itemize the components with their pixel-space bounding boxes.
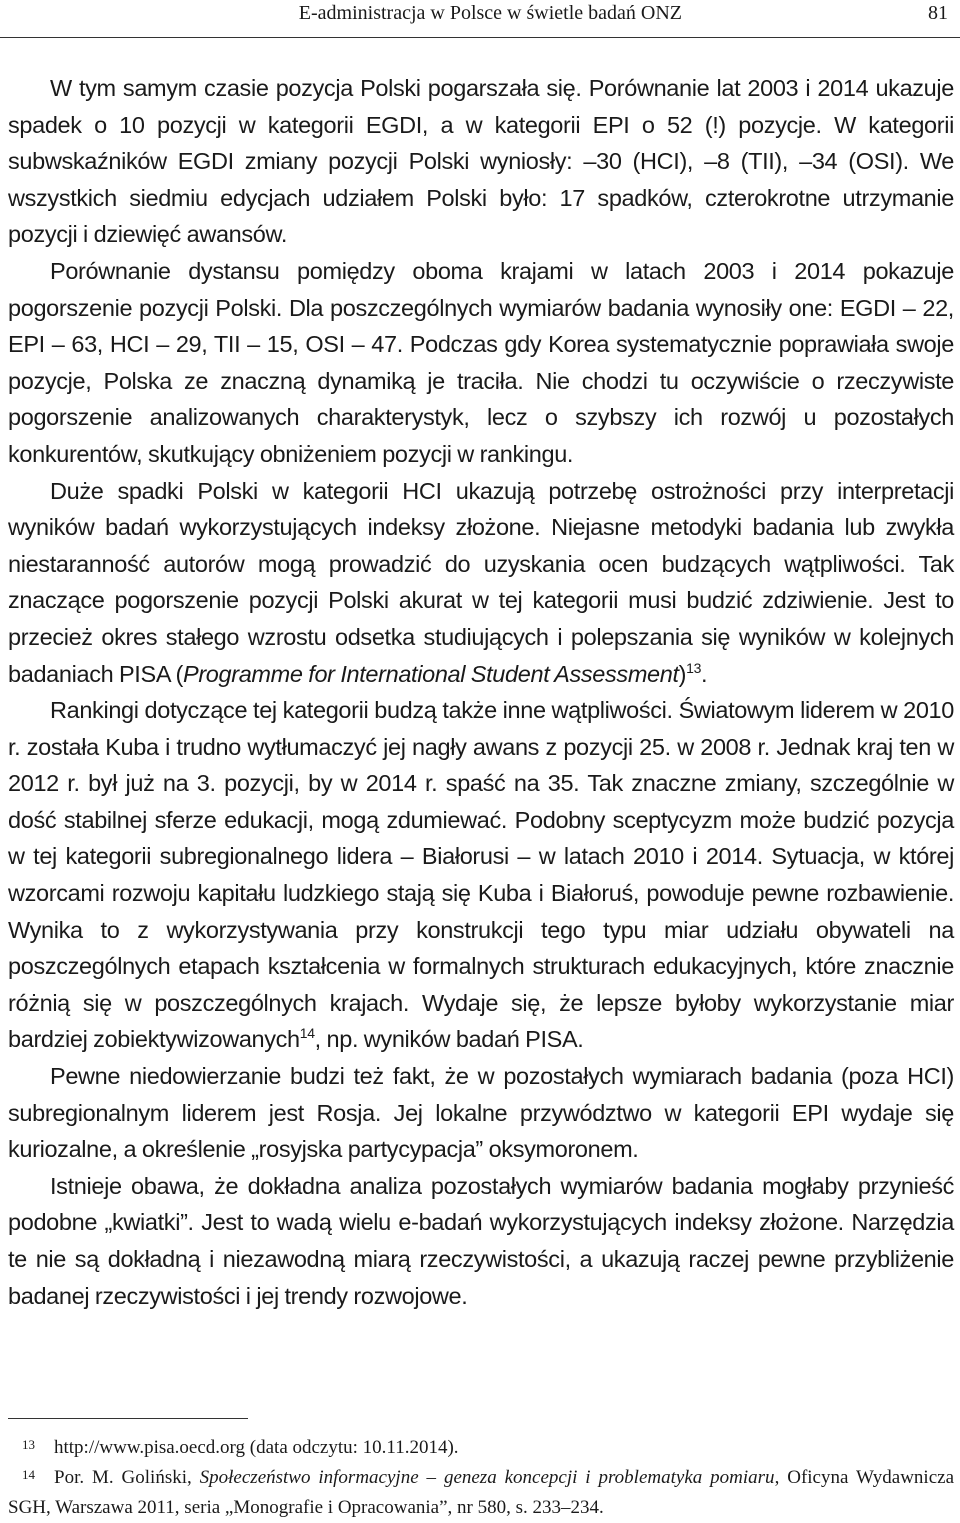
- paragraph-3: [8, 473, 954, 693]
- footnote-number: 13: [22, 1437, 35, 1452]
- main-text: [8, 70, 954, 1314]
- paragraph-3-end: .: [701, 660, 708, 687]
- paragraph-2: Porównanie dystansu pomiędzy oboma krajami w latach 2003 i 2014 pokazuje pogorszenie pozycji Polski. Dla poszczególnych wymiarów badania wynosiły one: EGDI – 22, EPI – 63, HCI – 29, TII – 15, OSI – 47. Podczas gdy Korea systematycznie poprawiała swoje pozycje, Polska ze znaczną dynamiką je traciła. Nie chodzi tu oczywiście o rzeczywiste pogorszenie analizowanych charakterystyk, lecz o szybszy ich rozwój u pozostałych konkurentów, skutkujący obniżeniem pozycji w rankingu.: [8, 257, 954, 467]
- paragraph-3-text: Duże spadki Polski w kategorii HCI ukazują potrzebę ostrożności przy interpretacji wyników badań wykorzystujących indeksy złożone. Niejasne metodyki badania lub zwykła niestaranność autorów mogą prowadzić do uzyskania ocen budzących wątpliwości. Tak znaczące pogorszenie pozycji Polski akurat w tej kategorii musi budzić zdziwienie. Jest to przecież okres stałego wzrostu odsetka studiujących i polepszania się wyników w kolejnych badaniach PISA (: [8, 477, 954, 687]
- cited-book-title: Społeczeństwo informacyjne – geneza koncepcji i problematyka pomiaru: [199, 1467, 775, 1488]
- paragraph-4-end: , np. wyników badań PISA.: [314, 1026, 584, 1053]
- paragraph-4: [8, 692, 954, 1058]
- footnote-text: Por. M. Goliński,: [54, 1467, 200, 1488]
- running-header: [0, 0, 960, 32]
- footnote-ref-13[interactable]: 13: [686, 659, 702, 676]
- paragraph-4-text: Rankingi dotyczące tej kategorii budzą także inne wątpliwości. Światowym liderem w 2010 r. została Kuba i trudno wytłumaczyć jej nagły awans z pozycji 25. w 2008 r. Jednak kraj ten w 2012 r. był już na 3. pozycji, by w 2014 r. spaść na 35. Tak znaczne zmiany, szczególnie w dość stabilnej sferze edukacji, mogą zdumiewać. Podobny sceptycyzm może budzić pozycja w tej kategorii subregionalnego lidera – Białorusi – w latach 2010 i 2014. Sytuacja, w której wzorcami rozwoju kapitału ludzkiego stają się Kuba i Białoruś, powoduje pewne rozbawienie. Wynika to z wykorzystywania przy konstrukcji tego typu miar udziału obywateli na poszczególnych etapach kształcenia w formalnych strukturach edukacyjnych, które znacznie różnią się w poszczególnych krajach. Wydaje się, że lepsze byłoby wykorzystanie miar bardziej zobiektywizowanych: [8, 697, 954, 1053]
- footnote-divider: [8, 1418, 248, 1419]
- footnote-ref-14[interactable]: 14: [299, 1025, 315, 1042]
- footnote-number: 14: [22, 1467, 35, 1482]
- paragraph-1: W tym samym czasie pozycja Polski pogarszała się. Porównanie lat 2003 i 2014 ukazuje spadek o 10 pozycji w kategorii EGDI, a w kategorii EPI o 52 (!) pozycje. W kategorii subwskaźników EGDI zmiany pozycji Polski wyniosły: –30 (HCI), –8 (TII), –34 (OSI). We wszystkich siedmiu edycjach udziałem Polski było: 17 spadków, czterokrotne utrzymanie pozycji i dziewięć awansów.: [8, 75, 954, 248]
- footnote-text: http://www.pisa.oecd.org (data odczytu: 10.11.2014).: [54, 1437, 459, 1458]
- paragraph-3-paren: ): [678, 660, 687, 687]
- page-number: 81: [928, 2, 948, 24]
- footnote-14: [8, 1463, 954, 1523]
- header-divider: [0, 37, 960, 38]
- footnotes: [8, 1418, 954, 1523]
- running-header-title: E-administracja w Polsce w świetle badań ONZ: [298, 2, 682, 24]
- paragraph-5: Pewne niedowierzanie budzi też fakt, że w pozostałych wymiarach badania (poza HCI) subregionalnym liderem jest Rosja. Jej lokalne przywództwo w kategorii EPI wydaje się kuriozalne, a określenie „rosyjska partycypacja” oksymoronem.: [8, 1063, 954, 1163]
- paragraph-6: Istnieje obawa, że dokładna analiza pozostałych wymiarów badania mogłaby przynieść podobne „kwiatki”. Jest to wadą wielu e-badań wykorzystujących indeksy złożone. Narzędzia te nie są dokładną i niezawodną miarą rzeczywistości, a ukazują raczej pewne przybliżenie badanej rzeczywistości i jej trendy rozwojowe.: [8, 1172, 954, 1309]
- footnote-text-end: , Oficyna Wydawnicza SGH, Warszawa 2011, seria „Monografie i Opracowania”, nr 580, s. 233–234.: [8, 1467, 954, 1518]
- pisa-full-name: Programme for International Student Assessment: [183, 660, 679, 687]
- footnote-13: [8, 1433, 954, 1463]
